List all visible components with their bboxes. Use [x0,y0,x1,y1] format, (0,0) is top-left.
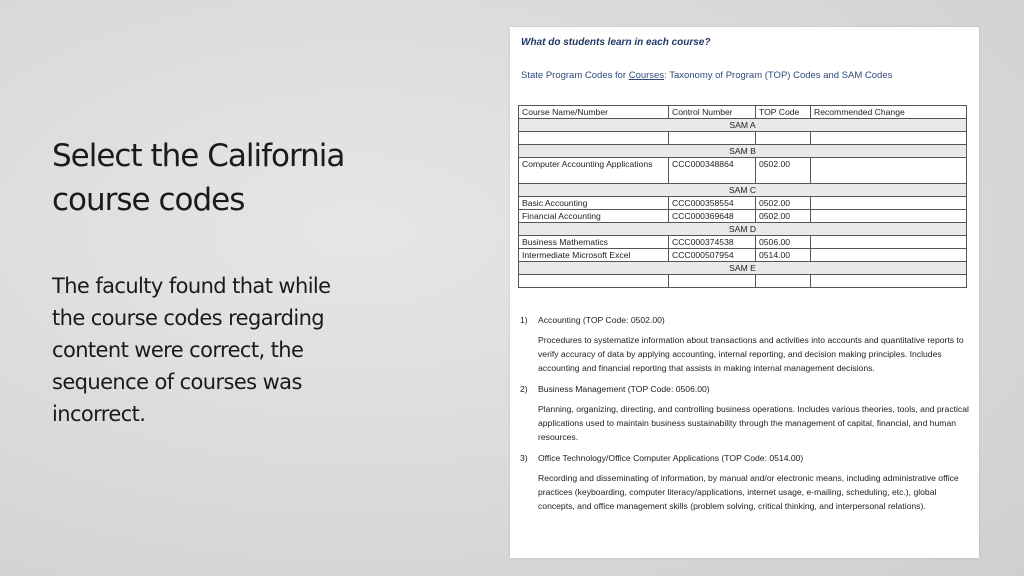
table-row [519,275,967,288]
control-number: CCC000358554 [669,197,756,210]
column-header: TOP Code [756,106,811,119]
slide-title [52,134,452,222]
definition-item [520,382,970,444]
sam-label: SAM A [519,119,967,132]
table-row [519,132,967,145]
table-header-row [519,106,967,119]
recommended-change [811,210,967,223]
subheading-suffix: : Taxonomy of Program (TOP) Codes and SAM Codes [664,70,893,81]
course-name: Business Mathematics [519,236,669,249]
column-header: Recommended Change [811,106,967,119]
slide-body-line: The faculty found that while [52,274,331,298]
definition-item [520,313,970,375]
column-header: Control Number [669,106,756,119]
definition-description: Procedures to systematize information about transactions and activities into accounts and quantitative reports to verify accuracy of data by applying accounting, internal reporting, and decision making principles. Includes accounting and financial reporting that assists in making internal management decisions. [538,335,964,373]
subheading-prefix: State Program Codes for [521,70,629,81]
definition-number: 1) [520,315,528,325]
slide-body-line: incorrect. [52,402,146,426]
definition-number: 2) [520,384,528,394]
course-codes-table [518,105,967,288]
course-name: Intermediate Microsoft Excel [519,249,669,262]
sam-group-row [519,223,967,236]
definition-title: Business Management (TOP Code: 0506.00) [538,384,710,394]
definition-item [520,451,970,513]
definition-description: Planning, organizing, directing, and controlling business operations. Includes various theories, tools, and practical applications used to maintain business sustainability through the management of capital, financial, and human resources. [538,404,969,442]
column-header: Course Name/Number [519,106,669,119]
top-code-definitions [520,313,970,520]
definition-description: Recording and disseminating of information, by manual and/or electronic means, including administrative office practices (keyboarding, computer literacy/applications, internet usage, e-mailing, scheduling, etc.), global concepts, and office management skills (problem solving, critical thinking, and interpersonal relations). [538,473,959,511]
slide-body-line: sequence of courses was [52,370,302,394]
table-row [519,210,967,223]
top-code: 0502.00 [756,197,811,210]
sam-group-row [519,184,967,197]
top-code: 0506.00 [756,236,811,249]
definition-number: 3) [520,453,528,463]
slide-body-line: the course codes regarding [52,306,325,330]
slide-body-line: content were correct, the [52,338,304,362]
recommended-change [811,236,967,249]
definition-title: Accounting (TOP Code: 0502.00) [538,315,665,325]
control-number: CCC000348864 [669,158,756,184]
control-number: CCC000369648 [669,210,756,223]
course-name: Computer Accounting Applications [519,158,669,184]
slide-title-line: Select the California [52,138,345,174]
table-row [519,249,967,262]
slide-title-line: course codes [52,182,245,218]
sam-label: SAM E [519,262,967,275]
course-name: Financial Accounting [519,210,669,223]
sam-label: SAM B [519,145,967,158]
top-code: 0502.00 [756,158,811,184]
sam-group-row [519,145,967,158]
slide-body-text [52,270,412,430]
table-row [519,236,967,249]
sam-group-row [519,262,967,275]
recommended-change [811,249,967,262]
control-number: CCC000507954 [669,249,756,262]
sam-label: SAM C [519,184,967,197]
recommended-change [811,197,967,210]
document-heading: What do students learn in each course? [521,37,711,48]
top-code: 0502.00 [756,210,811,223]
definition-title: Office Technology/Office Computer Applications (TOP Code: 0514.00) [538,453,804,463]
control-number: CCC000374538 [669,236,756,249]
table-row [519,197,967,210]
sam-group-row [519,119,967,132]
recommended-change [811,158,967,184]
table-row [519,158,967,184]
courses-link[interactable]: Courses [628,70,665,81]
top-code: 0514.00 [756,249,811,262]
document-subheading [521,70,892,81]
document-screenshot [510,27,979,558]
sam-label: SAM D [519,223,967,236]
course-name: Basic Accounting [519,197,669,210]
